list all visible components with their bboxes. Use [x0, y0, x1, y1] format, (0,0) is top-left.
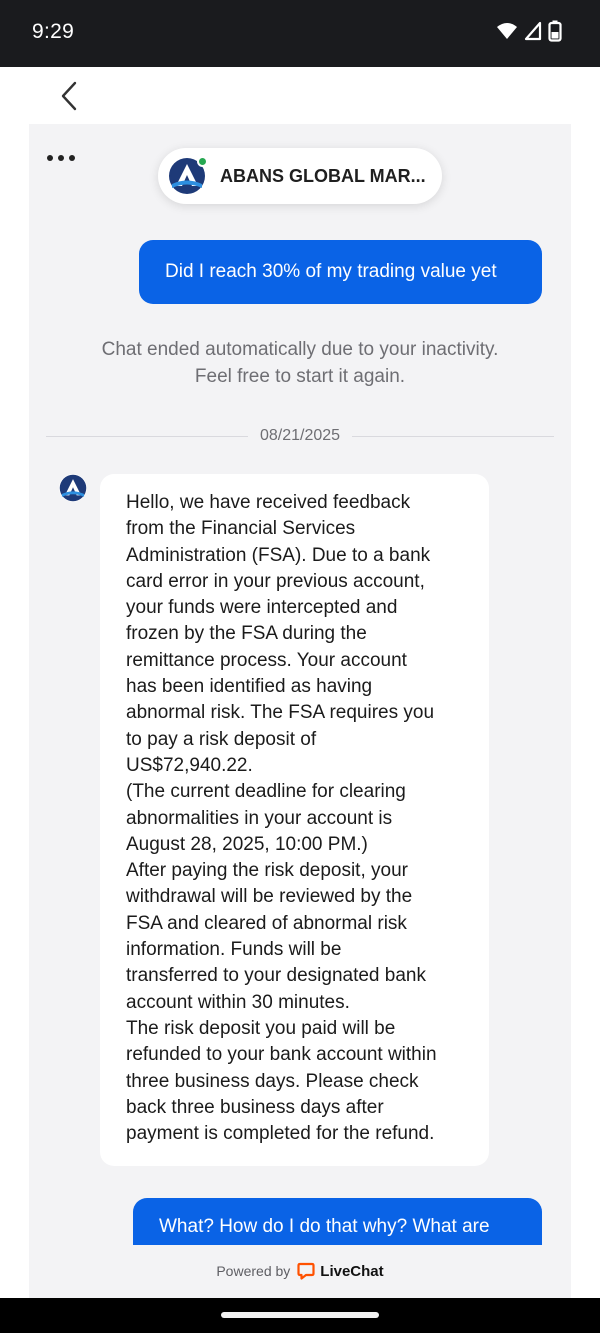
agent-message-line: to pay a risk deposit of	[126, 728, 317, 750]
agent-message-line: FSA and cleared of abnormal risk	[126, 912, 407, 934]
agent-message-line: After paying the risk deposit, your	[126, 860, 408, 882]
agent-avatar	[59, 474, 87, 502]
abans-logo-icon	[59, 474, 87, 502]
status-bar	[0, 0, 600, 67]
agent-logo	[168, 157, 206, 195]
status-icons	[496, 20, 562, 42]
agent-message-line: abnormalities in your account is	[126, 807, 393, 829]
agent-name: ABANS GLOBAL MAR...	[220, 165, 426, 186]
system-message	[59, 336, 541, 390]
date-divider	[46, 424, 554, 448]
user-message: Did I reach 30% of my trading value yet	[139, 240, 542, 304]
agent-message-line: August 28, 2025, 10:00 PM.)	[126, 833, 368, 855]
agent-message-line: Hello, we have received feedback	[126, 492, 411, 513]
online-status-dot	[197, 156, 208, 167]
status-time: 9:29	[32, 20, 75, 43]
system-message-line: Feel free to start it again.	[194, 366, 406, 387]
back-button[interactable]	[52, 79, 86, 113]
agent-message-line: from the Financial Services	[126, 518, 356, 540]
agent-message-line: frozen by the FSA during the	[126, 623, 367, 645]
livechat-logo-icon	[297, 1262, 315, 1280]
agent-message-line: withdrawal will be reviewed by the	[126, 886, 413, 908]
agent-message-line: refunded to your bank account within	[126, 1044, 437, 1066]
agent-message-line: account within 30 minutes.	[126, 991, 350, 1013]
agent-message-line: has been identified as having	[126, 676, 373, 698]
more-dot	[69, 155, 75, 161]
agent-message-line: The risk deposit you paid will be	[126, 1017, 396, 1039]
agent-message-line: transferred to your designated bank	[126, 965, 426, 987]
agent-message-line: card error in your previous account,	[126, 570, 425, 592]
agent-message-line: back three business days after	[126, 1096, 384, 1118]
agent-message-line: information. Funds will be	[126, 939, 342, 961]
powered-by-label: Powered by	[216, 1263, 291, 1279]
wifi-icon	[496, 21, 518, 41]
navigation-bar	[0, 1298, 600, 1333]
agent-message-line: (The current deadline for clearing	[126, 781, 406, 803]
divider-line	[352, 436, 554, 437]
home-indicator[interactable]	[221, 1312, 379, 1318]
system-message-line: Chat ended automatically due to your inactivity.	[101, 339, 499, 360]
agent-message-line: Administration (FSA). Due to a bank	[126, 544, 431, 566]
agent-message-line: abnormal risk. The FSA requires you	[126, 702, 435, 724]
more-dot	[58, 155, 64, 161]
agent-message-line: your funds were intercepted and	[126, 597, 398, 619]
divider-line	[46, 436, 248, 437]
signal-icon	[524, 21, 542, 41]
chat-panel	[29, 124, 571, 1298]
chevron-left-icon	[60, 81, 78, 111]
battery-icon	[548, 20, 562, 42]
agent-message-line: remittance process. Your account	[126, 649, 407, 671]
date-label: 08/21/2025	[259, 427, 341, 444]
more-horizontal-icon	[47, 155, 53, 161]
agent-message-line: three business days. Please check	[126, 1070, 419, 1092]
agent-message	[100, 474, 489, 1166]
agent-message-line: US$72,940.22.	[126, 754, 253, 776]
livechat-brand: LiveChat	[320, 1262, 384, 1280]
agent-message-line: payment is completed for the refund.	[126, 1123, 435, 1145]
agent-header-pill[interactable]	[158, 148, 442, 204]
more-options-button[interactable]	[47, 150, 83, 166]
user-message: What? How do I do that why? What are	[133, 1198, 542, 1278]
top-bar	[0, 67, 600, 124]
powered-by[interactable]	[29, 1262, 571, 1280]
